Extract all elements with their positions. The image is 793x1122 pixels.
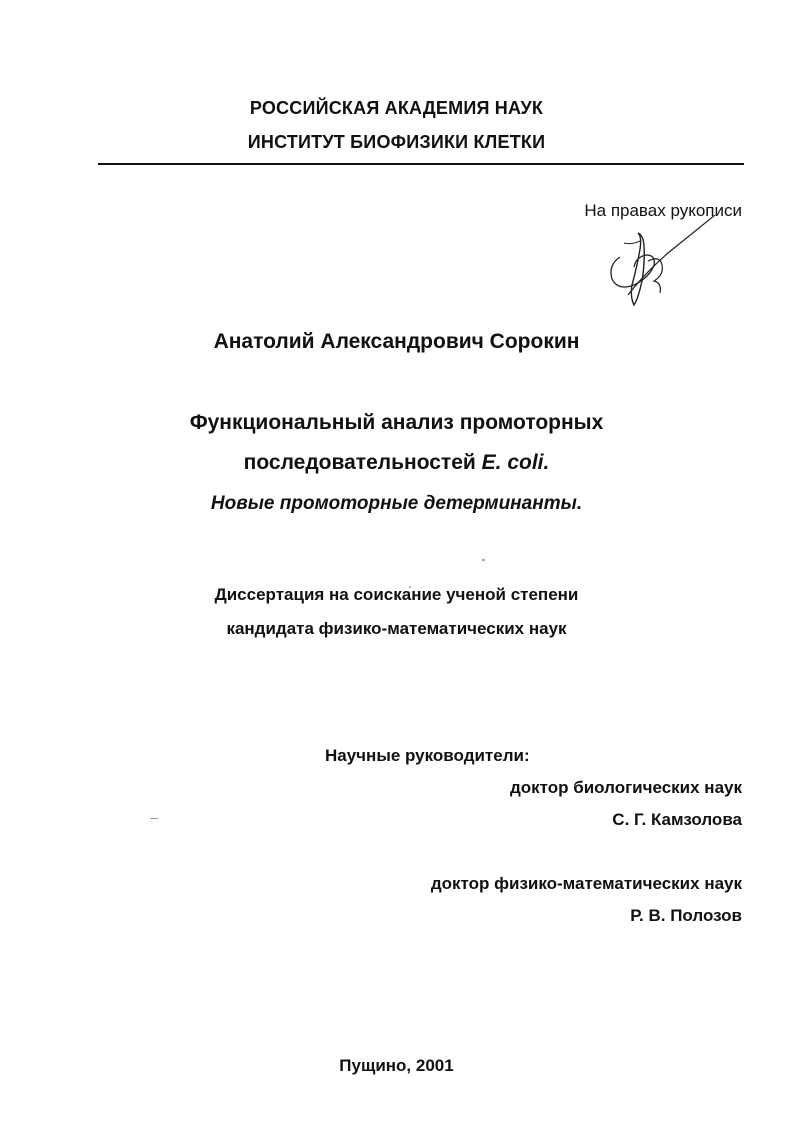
degree-line-1: Диссертация на соискание ученой степени	[214, 585, 579, 604]
supervisor-name: Р. В. Полозов	[630, 906, 742, 925]
scan-speck	[150, 818, 158, 819]
supervisor-degree: доктор физико-математических наук	[430, 874, 742, 893]
header-divider	[98, 163, 744, 165]
manuscript-note: На правах рукописи	[584, 201, 742, 220]
scan-speck	[482, 559, 485, 561]
subtitle: Новые промоторные детерминанты.	[210, 493, 583, 514]
title-line-2-text: последовательностей	[243, 451, 482, 474]
organism-name: E. coli.	[481, 451, 550, 474]
supervisor-name: С. Г. Камзолова	[612, 810, 742, 829]
place-and-year: Пущино, 2001	[339, 1056, 454, 1075]
title-line-1: Функциональный анализ промоторных	[189, 411, 604, 434]
supervisor-degree: доктор биологических наук	[509, 778, 742, 797]
degree-line-2: кандидата физико-математических наук	[226, 619, 567, 638]
institute-name: ИНСТИТУТ БИОФИЗИКИ КЛЕТКИ	[247, 132, 546, 152]
title-line-2	[0, 451, 793, 475]
author-name: Анатолий Александрович Сорокин	[213, 330, 580, 353]
signature-image	[590, 215, 720, 310]
academy-name: РОССИЙСКАЯ АКАДЕМИЯ НАУК	[249, 98, 544, 118]
supervisors-heading: Научные руководители:	[325, 746, 530, 765]
